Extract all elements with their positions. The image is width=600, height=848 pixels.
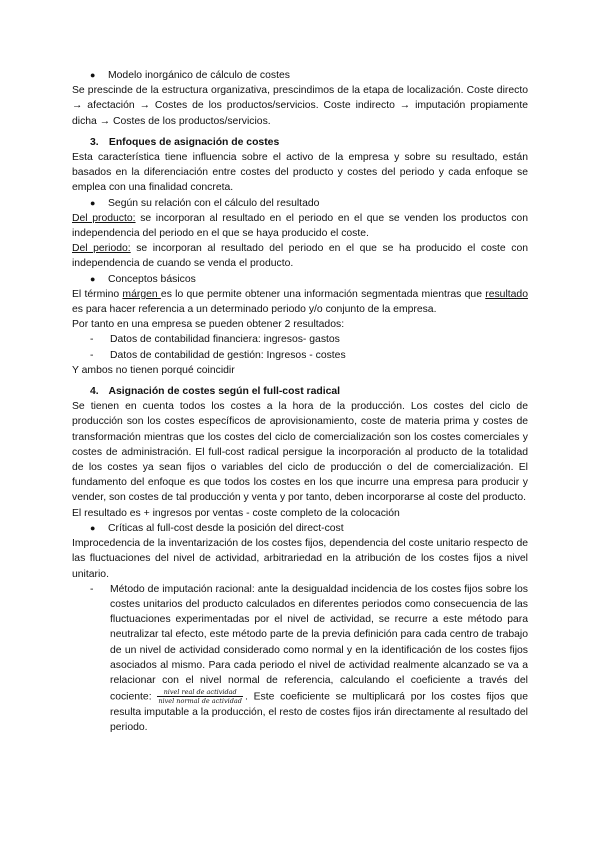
fraction-numerator: nivel real de actividad bbox=[157, 688, 243, 697]
bullet-text: Conceptos básicos bbox=[108, 273, 196, 285]
dash-text: Datos de contabilidad financiera: ingresos- gastos bbox=[110, 334, 340, 346]
bullet-icon: ● bbox=[90, 273, 96, 284]
paragraph: Se prescinde de la estructura organizativa, prescindimos de la etapa de localización. Coste directo → afectación → Costes de los productos/servicios. Coste indirecto → imputación propiamente dicha → Costes de los productos/servicios. bbox=[72, 85, 528, 127]
bullet-icon: ● bbox=[90, 522, 96, 533]
dash-item bbox=[90, 348, 528, 363]
paragraph bbox=[72, 287, 528, 317]
dash-text: Datos de contabilidad de gestión: Ingresos - costes bbox=[110, 349, 346, 361]
paragraph-text: se incorporan al resultado en el periodo en el que se venden los productos con independencia del periodo en el que se haya producido el coste. bbox=[72, 212, 528, 240]
bullet-item bbox=[90, 521, 528, 536]
paragraph: Y ambos no tienen porqué coincidir bbox=[72, 364, 235, 376]
document-page bbox=[72, 68, 528, 736]
dash-icon: - bbox=[90, 583, 94, 595]
paragraph bbox=[72, 211, 528, 241]
dash-text-body: Método de imputación racional: ante la desigualdad incidencia de los costes fijos sobre los costes unitarios del producto calculados en diferentes periodos como consecuencia de las fluctuaciones experimentadas por el nivel de actividad, se recurre a este método para neutralizar tal efecto, este método parte de la previa definición para cada centro de trabajo de un nivel de actividad considerado como normal y en la identificación de los costes fijos asociados al mismo. Para cada periodo el nivel de actividad realmente alcanzado se va a relacionar con el nivel normal de referencia, calculando el coeficiente a través del cociente: bbox=[110, 583, 528, 703]
paragraph: Por tanto en una empresa se pueden obtener 2 resultados: bbox=[72, 319, 345, 331]
paragraph-text: El término bbox=[72, 288, 123, 300]
dash-icon: - bbox=[90, 349, 94, 361]
bullet-item bbox=[90, 272, 528, 287]
term-resultado: resultado bbox=[485, 288, 528, 300]
paragraph bbox=[72, 241, 528, 271]
paragraph: Se tienen en cuenta todos los costes a la hora de la producción. Los costes del ciclo de producción son los costes específicos de aprovisionamiento, coste de materia prima y costes de transformación mientras que los costes del ciclo de comercialización son los costes comerciales y costes de administración. El full-cost radical persigue la incorporación al producto de la totalidad de los costes ya sean fijos o variables del ciclo de producción o del de comercialización. El fundamento del enfoque es que todos los costes en los que incurre una empresa para producir y vender, son costes de tal producción y venta y por tanto, deben incorporarse al coste del producto. bbox=[72, 401, 528, 504]
fraction-denominator: nivel normal de actividad bbox=[158, 697, 242, 706]
dash-item bbox=[90, 332, 528, 347]
bullet-icon: ● bbox=[90, 70, 96, 80]
dash-text-end: . Este coeficiente se multiplicará por los costes fijos que resulta imputable a la producción, el resto de costes fijos irán directamente al resultado del periodo. bbox=[110, 691, 528, 734]
paragraph: El resultado es + ingresos por ventas - coste completo de la colocación bbox=[72, 507, 400, 519]
bullet-icon: ● bbox=[90, 197, 96, 208]
dash-item bbox=[90, 582, 528, 736]
paragraph-text: es para hacer referencia a un determinado periodo y/o conjunto de la empresa. bbox=[72, 304, 437, 316]
paragraph-text: se incorporan al resultado del periodo en el que se ha producido el coste con independencia de cuando se venda el producto. bbox=[72, 243, 529, 270]
bullet-text: Según su relación con el cálculo del resultado bbox=[108, 197, 320, 209]
heading-text: Enfoques de asignación de costes bbox=[108, 136, 280, 148]
paragraph: Esta característica tiene influencia sobre el activo de la empresa y sobre su resultado, están basados en la diferenciación entre costes del producto y costes del periodo y cada enfoque se emplea con una finalidad concreta. bbox=[72, 152, 528, 194]
term-margen: márgen bbox=[122, 288, 161, 300]
term-label: Del periodo: bbox=[72, 243, 131, 255]
bullet-item bbox=[90, 196, 528, 211]
heading-number: 4. bbox=[90, 386, 99, 398]
dash-text bbox=[110, 582, 528, 736]
section-heading-4 bbox=[90, 384, 528, 399]
paragraph-text: es lo que permite obtener una información segmentada mientras que bbox=[160, 288, 486, 300]
term-label: Del producto: bbox=[72, 212, 136, 224]
paragraph: Improcedencia de la inventarización de los costes fijos, dependencia del coste unitario respecto de las fluctuaciones del nivel de actividad, arbitrariedad en la atribución de los costes fijos a nivel unitario. bbox=[72, 538, 528, 580]
fraction-formula bbox=[157, 688, 243, 705]
dash-icon: - bbox=[90, 334, 94, 346]
heading-text: Asignación de costes según el full-cost radical bbox=[108, 386, 341, 398]
bullet-text: Modelo inorgánico de cálculo de costes bbox=[108, 70, 290, 81]
section-heading-3 bbox=[90, 135, 528, 150]
bullet-item bbox=[90, 68, 528, 83]
heading-number: 3. bbox=[90, 136, 99, 148]
bullet-text: Críticas al full-cost desde la posición del direct-cost bbox=[108, 522, 344, 534]
